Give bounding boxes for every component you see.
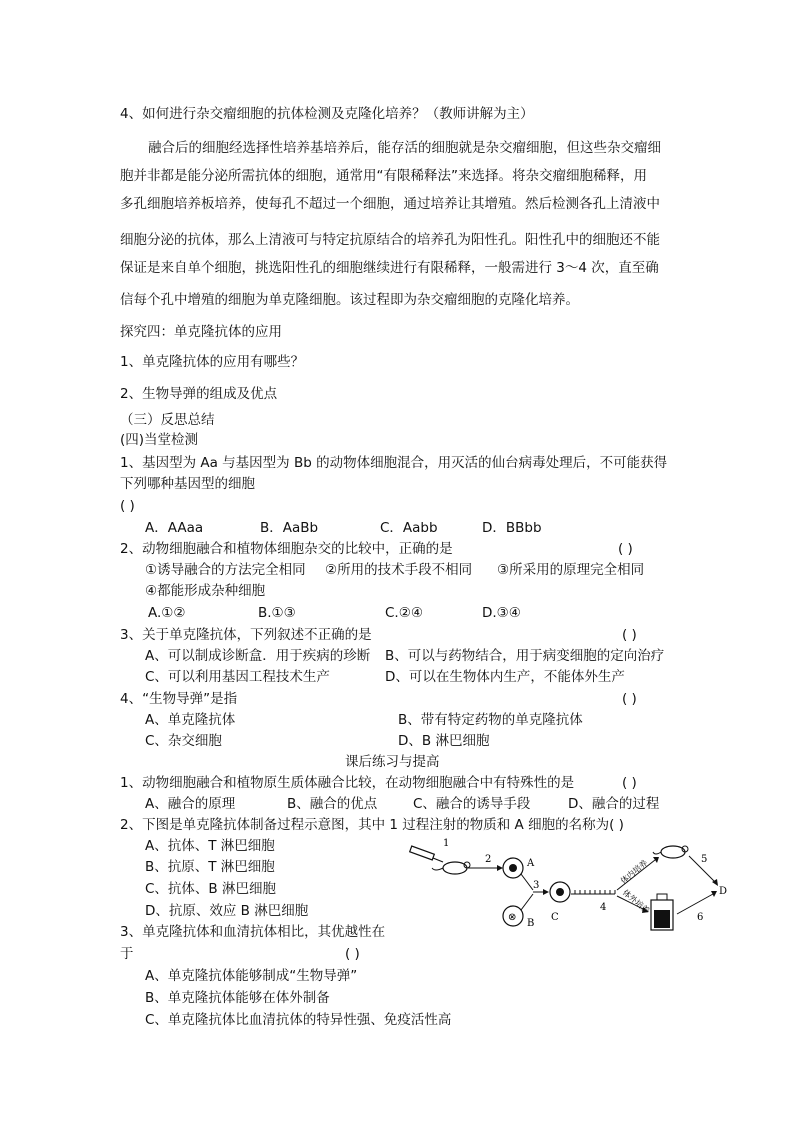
question-stem: 3、关于单克隆抗体，下列叙述不正确的是	[120, 627, 372, 643]
paragraph-line: 信每个孔中增殖的细胞为单克隆细胞。该过程即为杂交瘤细胞的克隆化培养。	[120, 292, 579, 308]
label-a: A	[527, 858, 535, 869]
section-title: 课后练习与提高	[345, 754, 440, 770]
question-4-heading: 4、如何进行杂交瘤细胞的抗体检测及克隆化培养？（教师讲解为主）	[120, 106, 534, 122]
label-3: 3	[533, 880, 540, 891]
paragraph-line: 细胞分泌的抗体，那么上清液可与特定抗原结合的培养孔为阳性孔。阳性孔中的细胞还不能	[120, 232, 660, 248]
paragraph-line: 融合后的细胞经选择性培养基培养后，能存活的细胞就是杂交瘤细胞，但这些杂交瘤细	[148, 140, 661, 156]
option: D.③④	[482, 605, 521, 621]
label-2: 2	[485, 854, 492, 865]
cell-b-nucleus-icon: ⊗	[508, 912, 517, 923]
option: C、单克隆抗体比血清抗体的特异性强、免疫活性高	[145, 1012, 452, 1028]
option: B、可以与药物结合，用于病变细胞的定向治疗	[385, 648, 665, 664]
culture-flask-icon	[651, 894, 673, 930]
label-4: 4	[600, 902, 607, 913]
option: B.①③	[258, 605, 296, 621]
paragraph-line: 胞并非都是能分泌所需抗体的细胞，通常用“有限稀释法”来选择。将杂交瘤细胞稀释，用	[120, 168, 647, 184]
question-text: 1、单克隆抗体的应用有哪些？	[120, 354, 305, 370]
answer-paren: ( )	[622, 691, 637, 707]
option: D、可以在生物体内生产，不能体外生产	[385, 669, 625, 685]
label-1: 1	[443, 838, 450, 849]
option: D、融合的过程	[568, 796, 660, 812]
option: C、可以利用基因工程技术生产	[145, 669, 330, 685]
label-6: 6	[697, 912, 704, 923]
statement: ③所采用的原理完全相同	[497, 562, 645, 578]
in-vivo-label: 体内培养	[618, 858, 650, 886]
answer-paren: ( )	[622, 627, 637, 643]
option: B、带有特定药物的单克隆抗体	[398, 712, 583, 728]
option: A、单克隆抗体能够制成“生物导弹”	[145, 968, 358, 984]
label-c: C	[551, 912, 559, 923]
statement: ④都能形成杂种细胞	[145, 583, 266, 599]
section-title: (四)当堂检测	[120, 432, 199, 448]
label-d: D	[719, 886, 728, 897]
option: A、可以制成诊断盒．用于疾病的珍断	[145, 648, 371, 664]
option: A、抗体、T 淋巴细胞	[145, 838, 275, 854]
option: C、抗体、B 淋巴细胞	[145, 881, 276, 897]
statement: ②所用的技术手段不相同	[325, 562, 473, 578]
question-stem: 1、基因型为 Aa 与基因型为 Bb 的动物体细胞混合，用灭活的仙台病毒处理后，不可能获得	[120, 455, 668, 471]
culture-wells-icon	[571, 890, 615, 894]
question-text: 2、生物导弹的组成及优点	[120, 386, 278, 402]
syringe-icon	[410, 846, 443, 862]
cell-b	[503, 906, 523, 926]
cell-a	[503, 858, 523, 878]
answer-paren: ( )	[120, 498, 135, 514]
question-stem: 2、下图是单克隆抗体制备过程示意图，其中 1 过程注射的物质和 A 细胞的名称为( )	[120, 817, 624, 833]
option: A、融合的原理	[145, 796, 236, 812]
section-title: 探究四：单克隆抗体的应用	[120, 324, 282, 340]
option: A．AAaa	[145, 520, 204, 536]
option: C.②④	[385, 605, 423, 621]
option: B、抗原、T 淋巴细胞	[145, 859, 275, 875]
option: D、抗原、效应 B 淋巴细胞	[145, 903, 309, 919]
paragraph-line: 保证是来自单个细胞，挑选阳性孔的细胞继续进行有限稀释，一般需进行 3～4 次，直至确	[120, 260, 659, 276]
answer-paren: ( )	[345, 946, 360, 962]
option: A.①②	[148, 605, 186, 621]
question-stem: 2、动物细胞融合和植物体细胞杂交的比较中，正确的是	[120, 541, 453, 557]
option: C、杂交细胞	[145, 733, 222, 749]
option: C．Aabb	[380, 520, 438, 536]
section-title: （三）反思总结	[120, 412, 215, 428]
answer-paren: ( )	[618, 541, 633, 557]
answer-paren: ( )	[622, 775, 637, 791]
mouse-icon	[432, 862, 470, 874]
option: B．AaBb	[260, 520, 319, 536]
statement: ①诱导融合的方法完全相同	[145, 562, 306, 578]
option: D．BBbb	[482, 520, 542, 536]
question-stem: 于	[120, 946, 134, 962]
mouse-icon	[653, 846, 688, 858]
option: C、融合的诱导手段	[413, 796, 531, 812]
paragraph-line: 多孔细胞培养板培养，使每孔不超过一个细胞，通过培养让其增殖。然后检测各孔上清液中	[120, 196, 660, 212]
option: D、B 淋巴细胞	[398, 733, 490, 749]
option: A、单克隆抗体	[145, 712, 236, 728]
question-stem: 4、“生物导弹”是指	[120, 691, 238, 707]
label-b: B	[527, 918, 535, 929]
option: B、单克隆抗体能够在体外制备	[145, 990, 330, 1006]
question-stem: 3、单克隆抗体和血清抗体相比，其优越性在	[120, 924, 386, 940]
in-vitro-label: 体外培养	[620, 887, 652, 916]
monoclonal-antibody-diagram	[405, 838, 735, 938]
option: B、融合的优点	[287, 796, 378, 812]
label-5: 5	[701, 854, 708, 865]
question-stem: 下列哪种基因型的细胞	[120, 476, 255, 492]
question-stem: 1、动物细胞融合和植物原生质体融合比较，在动物细胞融合中有特殊性的是	[120, 775, 575, 791]
cell-c	[550, 882, 570, 902]
